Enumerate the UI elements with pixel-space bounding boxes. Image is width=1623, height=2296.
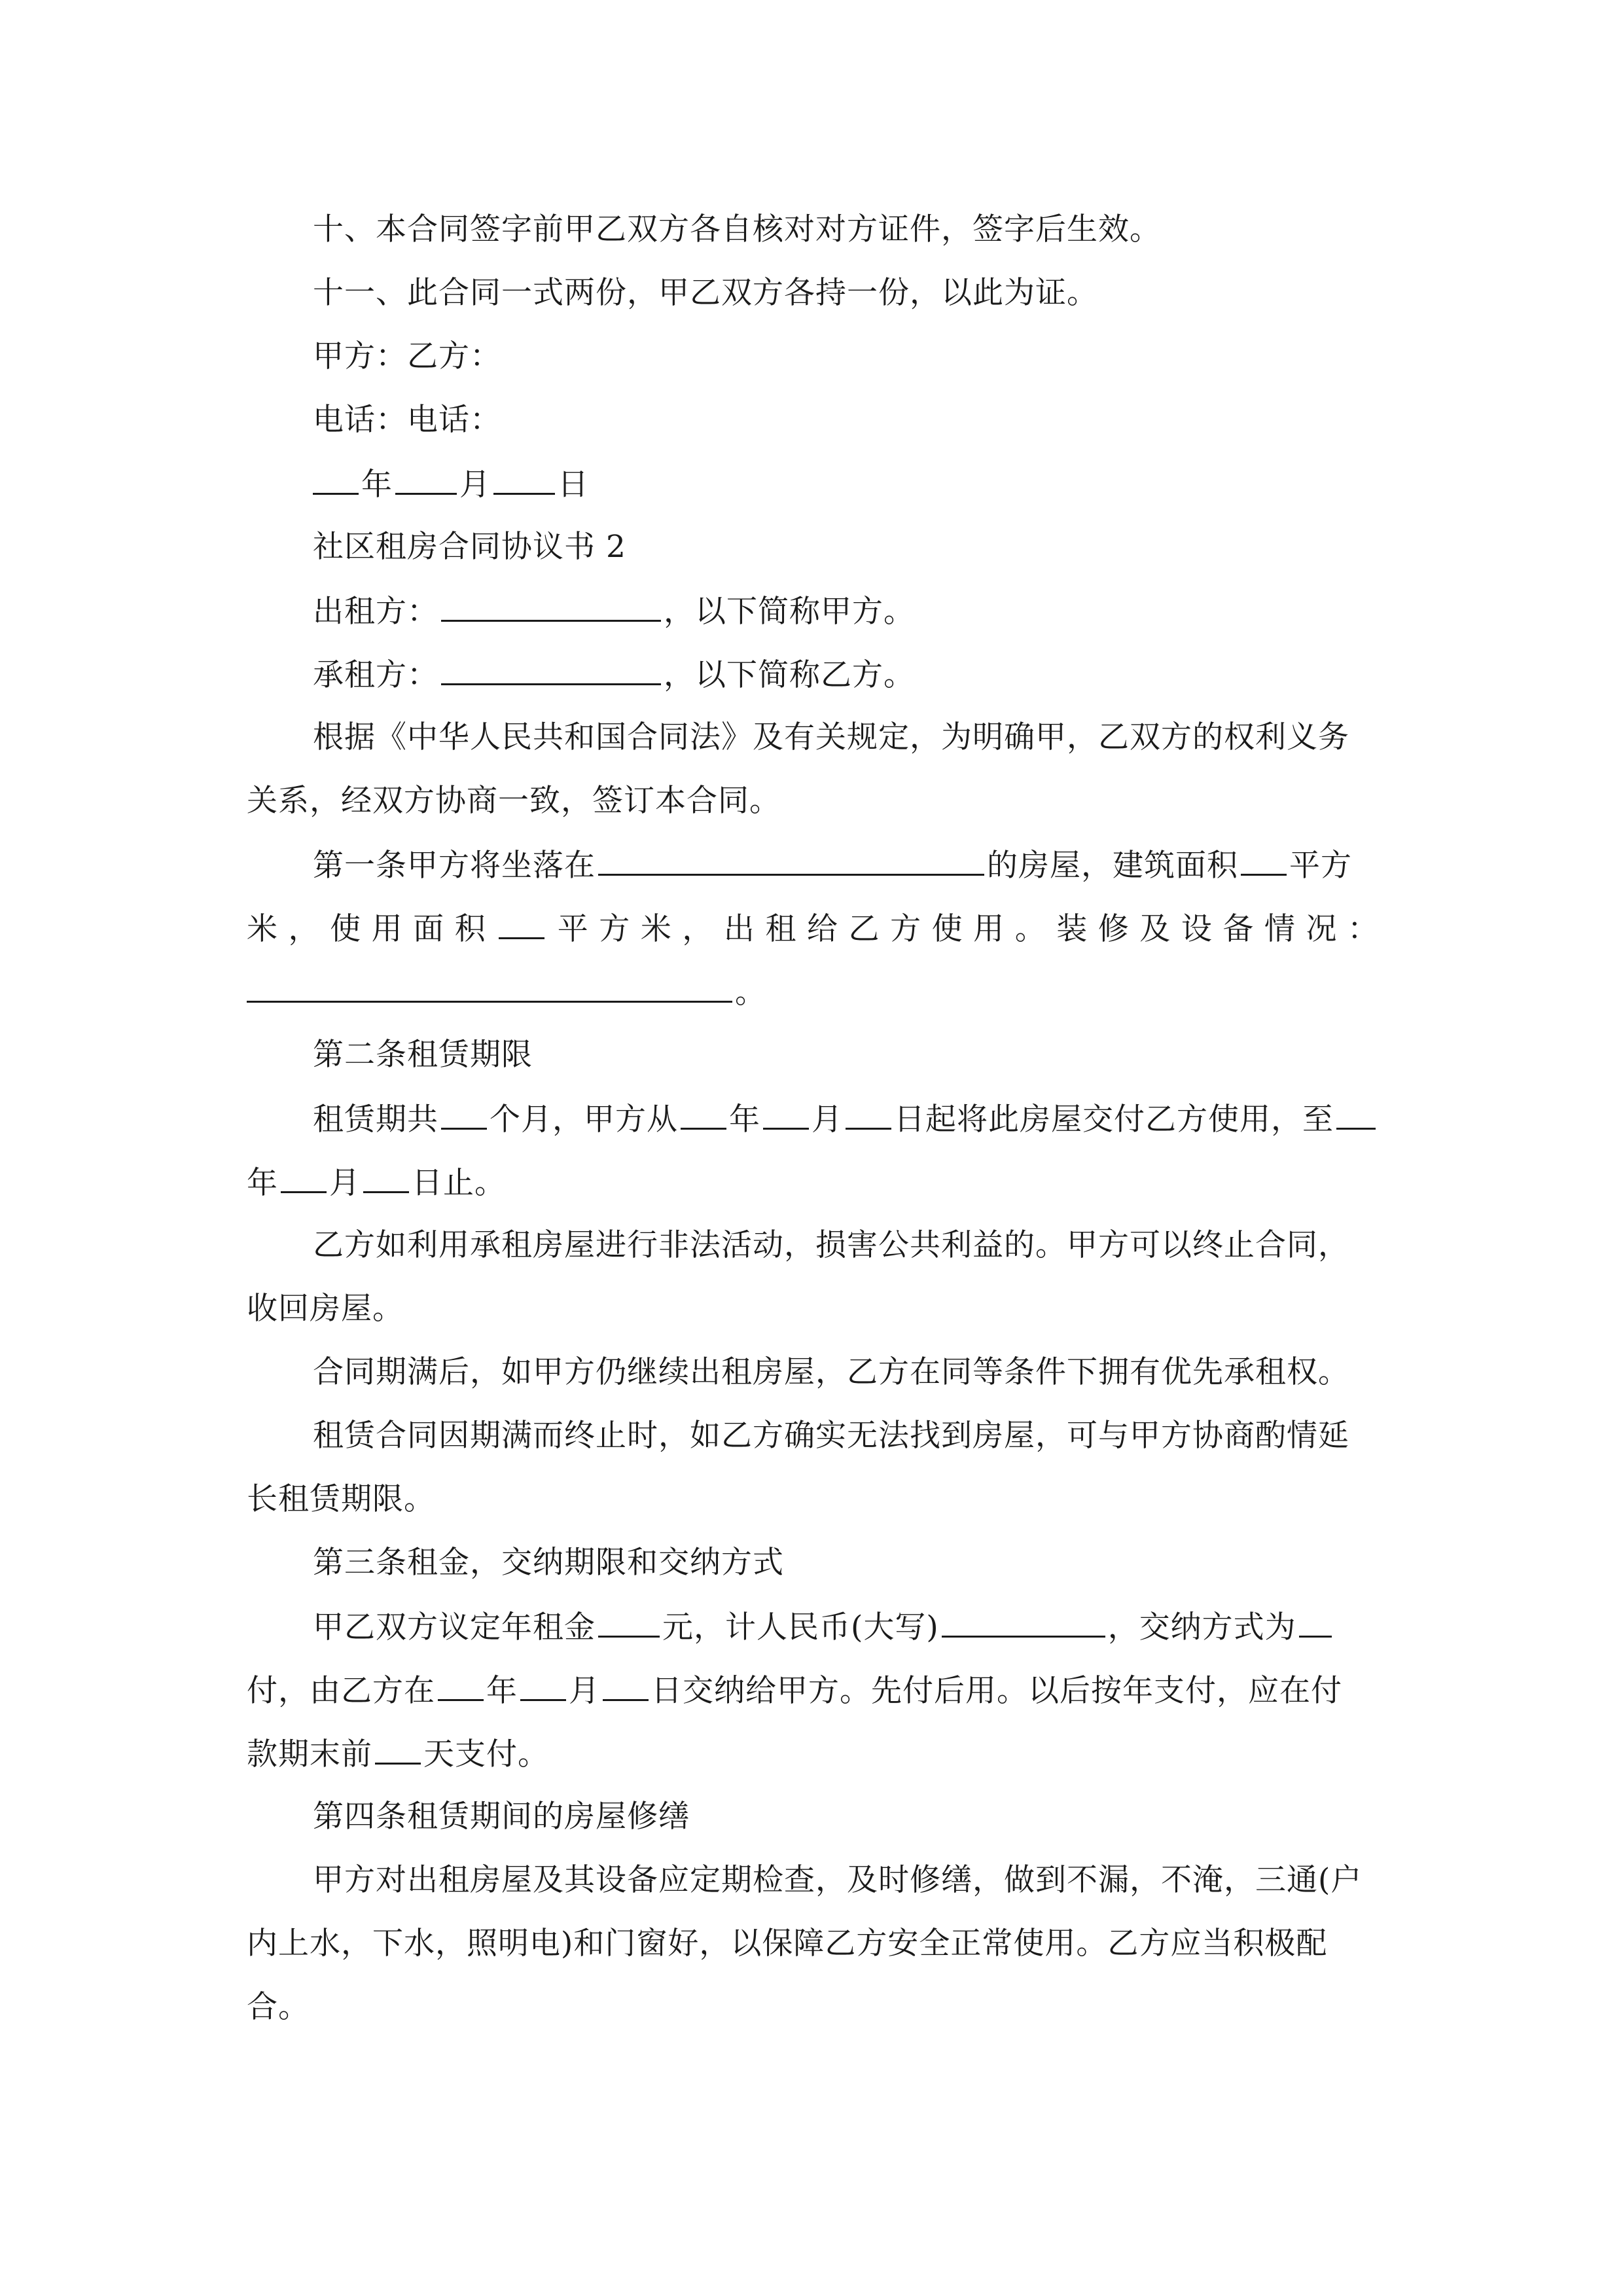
article-2-extension-2: 长租赁期限。 [247, 1481, 435, 1517]
article-1-line-2: 米，使用面积 平方米，出租给乙方使用。装修及设备情况： [247, 908, 1379, 949]
lessee-blank [441, 655, 661, 685]
article-1-line-1: 第一条甲方将坐落在 的房屋，建筑面积 平方 [313, 845, 1379, 886]
clause-10: 十、本合同签字前甲乙双方各自核对对方证件，签字后生效。 [313, 211, 1161, 247]
start-day-blank [846, 1099, 891, 1130]
phone-line: 电话：电话： [313, 402, 501, 438]
article-2-illegal-use-1: 乙方如利用承租房屋进行非法活动，损害公共利益的。甲方可以终止合同， [313, 1227, 1349, 1263]
usable-area-blank [499, 908, 544, 939]
month-blank [395, 464, 457, 495]
article-2-heading: 第二条租赁期限 [313, 1037, 533, 1073]
building-area-blank [1241, 845, 1287, 876]
start-month-blank [763, 1099, 809, 1130]
payment-year-blank [438, 1670, 484, 1701]
article-2-renewal: 合同期满后，如甲方仍继续出租房屋，乙方在同等条件下拥有优先承租权。 [313, 1354, 1349, 1390]
payment-day-blank [603, 1670, 649, 1701]
clause-11: 十一、此合同一式两份，甲乙双方各持一份，以此为证。 [313, 275, 1098, 311]
payment-month-blank [520, 1670, 566, 1701]
rent-in-words-blank [942, 1607, 1105, 1638]
payment-method-blank [1299, 1607, 1332, 1638]
article-3-line-1: 甲乙双方议定年租金 元，计人民币(大写) ，交纳方式为 [313, 1607, 1379, 1647]
article-2-line-2: 年 月 日止。 [247, 1162, 1379, 1203]
date-line: 年 月 日 [313, 464, 1379, 505]
article-3-line-3: 款期末前 天支付。 [247, 1734, 1379, 1774]
end-day-blank [363, 1162, 409, 1193]
article-4-line-2: 内上水，下水，照明电)和门窗好，以保障乙方安全正常使用。乙方应当积极配 [247, 1926, 1328, 1962]
article-4-line-3: 合。 [247, 1989, 310, 2025]
signature-parties-line: 甲方：乙方： [313, 338, 501, 374]
article-4-heading: 第四条租赁期间的房屋修缮 [313, 1799, 690, 1835]
article-2-extension-1: 租赁合同因期满而终止时，如乙方确实无法找到房屋，可与甲方协商酌情延 [313, 1418, 1349, 1454]
article-4-line-1: 甲方对出租房屋及其设备应定期检查，及时修缮，做到不漏，不淹，三通(户 [313, 1862, 1363, 1898]
equipment-blank [247, 972, 732, 1003]
end-month-blank [281, 1162, 327, 1193]
lessor-blank [441, 591, 661, 622]
lease-months-blank [441, 1099, 487, 1130]
article-2-line-1: 租赁期共 个月，甲方从 年 月 日起将此房屋交付乙方使用，至 [313, 1099, 1379, 1139]
article-1-line-3: 。 [247, 972, 1379, 1013]
day-blank [493, 464, 555, 495]
annual-rent-blank [598, 1607, 660, 1638]
start-year-blank [681, 1099, 726, 1130]
end-year-blank [1336, 1099, 1376, 1130]
year-blank [313, 464, 359, 495]
article-2-illegal-use-2: 收回房屋。 [247, 1291, 404, 1327]
article-3-line-2: 付，由乙方在 年 月 日交纳给甲方。先付后用。以后按年支付，应在付 [247, 1670, 1379, 1711]
preamble-line-1: 根据《中华人民共和国合同法》及有关规定，为明确甲，乙双方的权利义务 [313, 719, 1349, 755]
article-3-heading: 第三条租金，交纳期限和交纳方式 [313, 1545, 784, 1581]
address-blank [598, 845, 984, 876]
payment-days-blank [375, 1734, 421, 1765]
contract-title: 社区租房合同协议书 2 [313, 529, 626, 565]
lessor-line: 出租方： ，以下简称甲方。 [313, 591, 1379, 632]
preamble-line-2: 关系，经双方协商一致，签订本合同。 [247, 783, 781, 819]
lessee-line: 承租方： ，以下简称乙方。 [313, 655, 1379, 695]
